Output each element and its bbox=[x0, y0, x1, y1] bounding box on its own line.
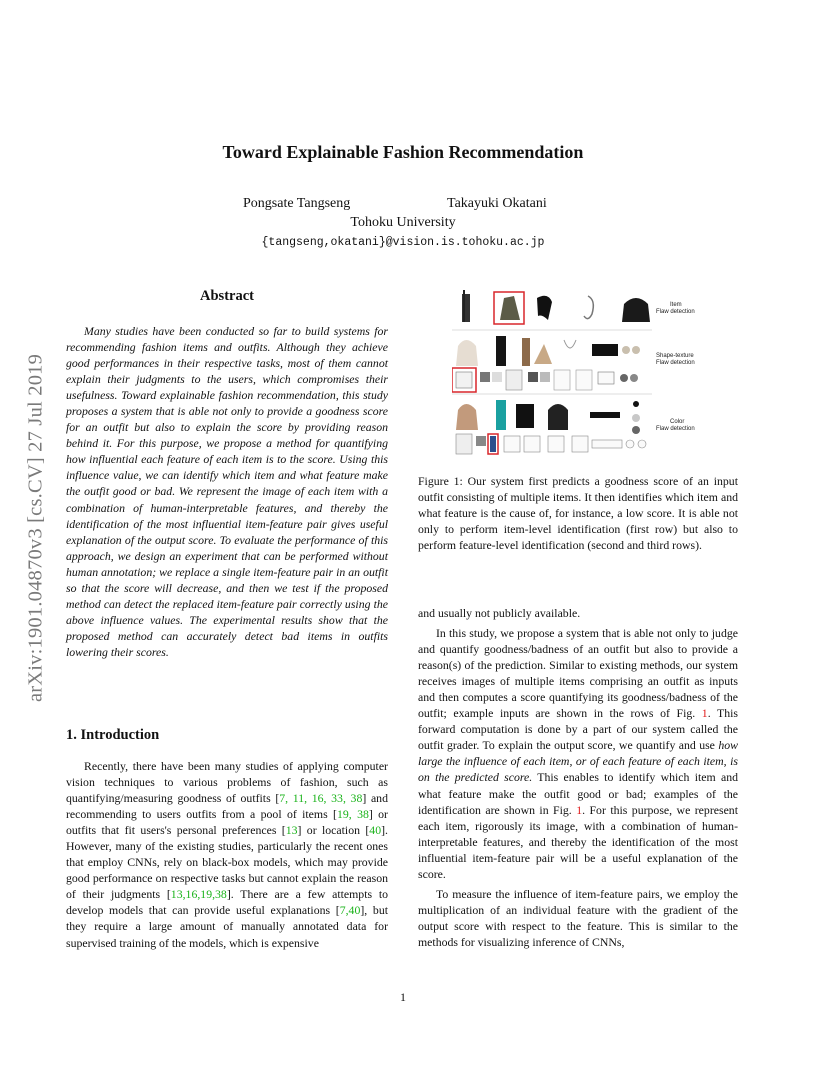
author-name: Takayuki Okatani bbox=[447, 196, 547, 211]
row-3-items bbox=[456, 400, 646, 454]
citation-link[interactable]: 7,40 bbox=[339, 903, 361, 918]
figure-row-label: Shape-texture Flaw detection bbox=[656, 353, 695, 366]
row-2-items bbox=[452, 336, 640, 392]
figure-row-label: Color Flaw detection bbox=[656, 419, 695, 432]
abstract-text: Many studies have been conducted so far to build systems for recommending fashion items and outfits. Although they achieve good performances in their respective tasks, most of them cannot explain their judgments to the users, which compromises their usefulness. Toward explainable fashion recommendation, this study proposes a system that is able not only to provide a goodness score for an outfit but also to explain the score by providing reason behind it. For this purpose, we propose a method for quantifying how influential each feature of each item is to the score. Using this influence value, we can identify which item and what feature make the outfit good or bad. We represent the image of each item with a combination of human-interpretable features, and thereby the identification of the most influential item-feature pair gives useful explanation of the output score. To evaluate the performance of this approach, we design an experiment that can be performed without human annotation; we replace a single item-feature pair in an outfit so that the score will decrease, and then we test if the proposed method can detect the replaced item-feature pair correctly using the above influence values. The experimental results show that the proposed method can accurately detect bad items in outfits lowering their scores. bbox=[66, 324, 388, 659]
affiliation: Tohoku University bbox=[350, 215, 456, 230]
page-number: 1 bbox=[400, 990, 406, 1004]
citation-link[interactable]: 40 bbox=[369, 823, 382, 838]
abstract-body bbox=[66, 323, 388, 660]
intro-paragraph: Recently, there have been many studies of applying computer vision techniques to various problems of fashion, such as quantifying/measuring goodness of outfits [7, 11, 16, 33, 38] and recommending to users outfits from a pool of items [19, 38] or outfits that fit users's personal preferences [13] or location [40]. However, many of the existing studies, particularly the recent ones that employ CNNs, rely on black-box models, which may provide good performance on respective tasks but cannot explain the reason of their judgments [13,16,19,38]. There are a few attempts to develop models that can provide useful explanations [7,40], but they require a large amount of manually annotated data for supervised training of the models, which is expensive bbox=[66, 759, 388, 950]
figure-row-label: Item Flaw detection bbox=[656, 302, 695, 315]
citation-link[interactable]: 13,16,19,38 bbox=[170, 887, 227, 902]
abstract-heading: Abstract bbox=[200, 288, 254, 304]
paragraph: In this study, we propose a system that is able not only to judge and quantify goodness/badness of an outfit but also to provide a reason(s) of the prediction. Similar to existing methods, our system receives images of multiple items comprising an outfit as inputs and then computes a score quantifying its goodness/badness of the outfit; example inputs are shown in the rows of Fig. 1. This forward computation is done by a part of our system called the outfit grader. To explain the output score, we quantify and use how large the influence of each item, or of each feature of each item, is on the predicted score. This enables to identify which item and what feature make the outfit good or bad; examples of the identification are shown in Fig. 1. For this purpose, we represent each item, rigorously its image, with a combination of human-interpretable features, and thereby the identification of the most influential item-feature pair will be a useful explanation of the score. bbox=[418, 626, 738, 881]
row-1-items bbox=[462, 290, 650, 324]
paragraph: and usually not publicly available. bbox=[418, 606, 581, 620]
figure-caption: Figure 1: Our system first predicts a goodness score of an input outfit consisting of multiple items. It then identifies which item and what feature is the cause of, for instance, a low score. It is able not only to perform item-level identification (first row) but also to perform feature-level identification (second and third rows). bbox=[418, 474, 738, 553]
figure-1 bbox=[452, 286, 710, 458]
citation-link[interactable]: 13 bbox=[285, 823, 298, 838]
right-column-body bbox=[418, 605, 738, 954]
paragraph: To measure the influence of item-feature pairs, we employ the multiplication of an individual feature with the gradient of the output score with respect to the feature. This is similar to the methods for visualizing inference of CNNs, bbox=[418, 886, 738, 949]
arxiv-sidebar bbox=[16, 297, 56, 759]
arxiv-id: arXiv:1901.04870v3 [cs.CV] 27 Jul 2019 bbox=[24, 353, 47, 703]
introduction-body bbox=[66, 758, 388, 951]
citation-link[interactable]: 7, 11, 16, 33, 38 bbox=[279, 791, 363, 806]
section-heading-introduction: 1. Introduction bbox=[66, 727, 160, 743]
paper-title: Toward Explainable Fashion Recommendation bbox=[222, 142, 584, 162]
figure-ref-link[interactable]: 1 bbox=[576, 802, 583, 817]
citation-link[interactable]: 19, 38 bbox=[336, 807, 369, 822]
author-name: Pongsate Tangseng bbox=[243, 196, 351, 211]
figure-ref-link[interactable]: 1 bbox=[701, 706, 708, 721]
author-email: {tangseng,okatani}@vision.is.tohoku.ac.jp bbox=[261, 236, 545, 249]
